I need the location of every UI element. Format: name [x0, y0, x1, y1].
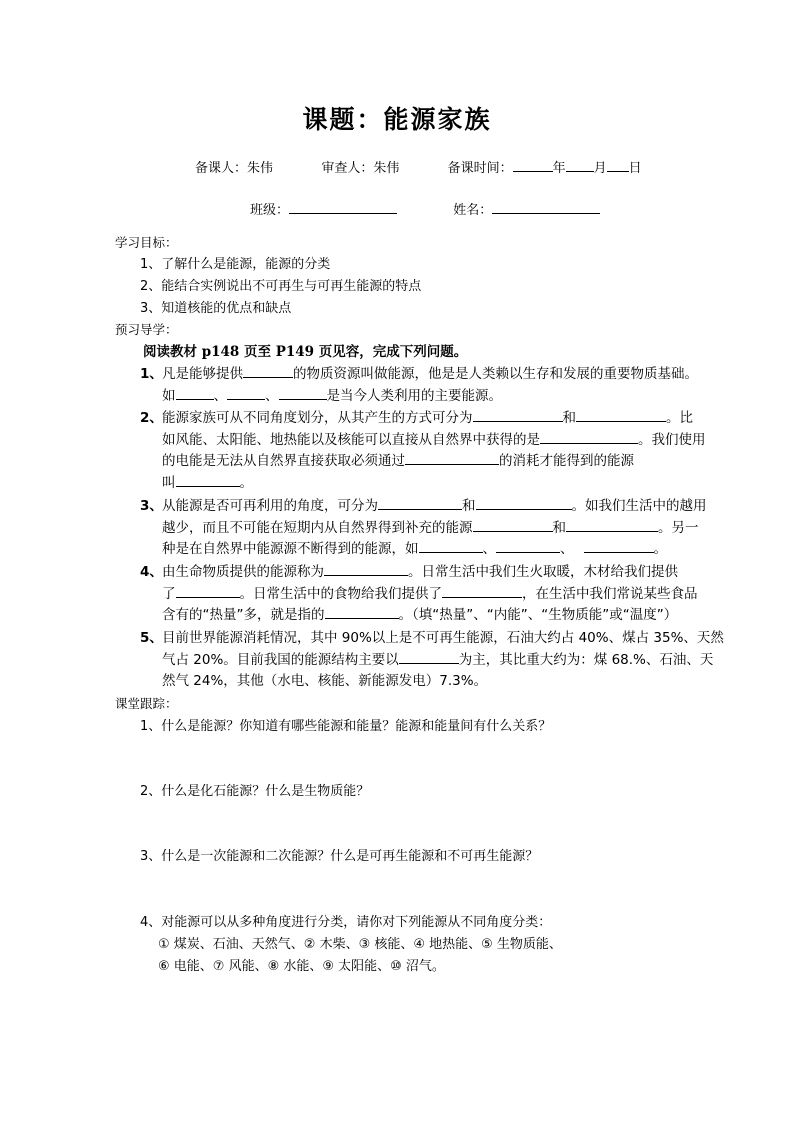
review-name: 朱伟: [373, 161, 400, 176]
question-text: 叫: [162, 474, 176, 491]
month-blank[interactable]: [566, 158, 594, 172]
lesson-meta: [195, 158, 642, 178]
answer-blank[interactable]: [419, 539, 483, 553]
name-label: 姓名：: [453, 203, 493, 218]
question-text: 。我们使用: [638, 431, 706, 448]
question-text: 。日常生活中的食物给我们提供了: [239, 585, 442, 602]
question-text: 、: [265, 387, 279, 404]
objective-item: 2、能结合实例说出不可再生与可再生能源的特点: [140, 279, 422, 294]
energy-list-line: ① 煤炭、石油、天然气、② 木柴、③ 核能、④ 地热能、⑤ 生物质能、: [158, 937, 562, 952]
question-text: 种是在自然界中能源源不断得到的能源，如: [162, 541, 419, 557]
question-text: 的物质资源叫做能源，他是是人类赖以生存和发展的重要物质基础。: [293, 366, 698, 382]
day-label: 日: [628, 161, 642, 176]
answer-blank[interactable]: [324, 562, 408, 576]
answer-blank[interactable]: [476, 496, 572, 510]
question-text: 是当今人类利用的主要能源。: [326, 387, 502, 404]
question-text: 。: [653, 541, 667, 557]
review-label: 审查人：: [321, 161, 374, 176]
classwork-question-3: 3、什么是一次能源和二次能源？什么是可再生能源和不可再生能源？: [140, 849, 539, 864]
answer-blank[interactable]: [473, 518, 553, 532]
preview-heading: 预习导学：: [115, 322, 178, 337]
objective-item: 1、了解什么是能源，能源的分类: [140, 257, 331, 272]
classwork-question-4: [140, 912, 562, 978]
prep-name: 朱伟: [247, 161, 274, 176]
question-text: 越少，而且不可能在短期内从自然界得到补充的能源: [162, 519, 473, 536]
question-text: 为主，其比重大约为：煤 68.%、石油、天: [458, 651, 714, 668]
answer-blank[interactable]: [584, 539, 654, 553]
answer-blank[interactable]: [576, 408, 666, 422]
question-text: 、: [482, 541, 496, 557]
question-number: 5、: [140, 630, 163, 646]
question-text: 、: [213, 387, 227, 404]
question-text: 的消耗才能得到的能源: [499, 453, 634, 469]
question-text: 从能源是否可再利用的角度，可分为: [162, 498, 378, 514]
question-text: 和: [462, 498, 476, 514]
answer-blank[interactable]: [378, 496, 462, 510]
answer-blank[interactable]: [227, 386, 265, 400]
answer-blank[interactable]: [540, 430, 638, 444]
answer-blank[interactable]: [405, 451, 499, 465]
answer-blank[interactable]: [566, 518, 658, 532]
energy-list-line: ⑥ 电能、⑦ 风能、⑧ 水能、⑨ 太阳能、⑩ 沼气。: [158, 959, 445, 974]
question-text: 由生命物质提供的能源称为: [162, 564, 324, 580]
answer-blank[interactable]: [325, 605, 399, 619]
question-text: ，在生活中我们常说某些食品: [522, 585, 698, 602]
classwork-question-2: 2、什么是化石能源？什么是生物质能？: [140, 784, 370, 799]
answer-blank[interactable]: [176, 584, 240, 598]
day-blank[interactable]: [607, 158, 629, 172]
objective-item: 3、知道核能的优点和缺点: [140, 301, 292, 316]
question-number: 3、: [140, 498, 163, 514]
class-blank[interactable]: [289, 200, 397, 214]
student-info: [250, 200, 600, 220]
question-number: 4、: [140, 564, 163, 580]
question-text: 、: [560, 541, 574, 557]
question-text: 含有的“热量”多，就是指的: [162, 607, 325, 623]
question-text: 和: [562, 410, 576, 426]
answer-blank[interactable]: [442, 584, 522, 598]
question-text: 。日常生活中我们生火取暖，木材给我们提供: [408, 564, 678, 580]
question-text: 然气 24%，其他（水电、核能、新能源发电）7.3%。: [162, 673, 488, 689]
question-number: 2、: [140, 410, 163, 426]
question-text: 如: [162, 387, 176, 404]
question-text: 。: [239, 474, 253, 491]
page-title: 课题：能源家族: [302, 105, 492, 134]
answer-blank[interactable]: [243, 364, 293, 378]
question-text: 4、对能源可以从多种角度进行分类，请你对下列能源从不同角度分类：: [140, 915, 552, 930]
objectives-heading: 学习目标：: [115, 235, 178, 250]
question-number: 1、: [140, 366, 163, 382]
answer-blank[interactable]: [176, 386, 214, 400]
answer-blank[interactable]: [473, 408, 563, 422]
question-text: 。比: [666, 410, 693, 426]
class-label: 班级：: [250, 203, 290, 218]
question-text: 和: [552, 519, 566, 536]
question-text: 能源家族可从不同角度划分，从其产生的方式可分为: [162, 410, 473, 426]
question-text: 。另一: [658, 519, 699, 536]
question-text: 了: [162, 585, 176, 602]
question-text: 凡是能够提供: [162, 366, 243, 382]
answer-blank[interactable]: [279, 386, 327, 400]
classwork-heading: 课堂跟踪：: [115, 696, 178, 711]
year-label: 年: [552, 161, 566, 176]
month-label: 月: [593, 161, 607, 176]
answer-blank[interactable]: [176, 473, 240, 487]
question-text: 。（填“热量”、“内能”、“生物质能”或“温度”）: [398, 607, 678, 623]
name-blank[interactable]: [492, 200, 600, 214]
year-blank[interactable]: [513, 158, 553, 172]
prep-label: 备课人：: [195, 161, 248, 176]
classwork-question-1: 1、什么是能源？你知道有哪些能源和能量？能源和能量间有什么关系？: [140, 719, 552, 734]
question-text: 气占 20%。目前我国的能源结构主要以: [162, 651, 399, 668]
question-text: 的电能是无法从自然界直接获取必须通过: [162, 453, 405, 469]
time-label: 备课时间：: [447, 161, 513, 176]
question-text: 如风能、太阳能、地热能以及核能可以直接从自然界中获得的是: [162, 431, 540, 448]
answer-blank[interactable]: [399, 650, 459, 664]
answer-blank[interactable]: [496, 539, 560, 553]
question-text: 目前世界能源消耗情况，其中 90%以上是不可再生能源，石油大约占 40%、煤占 35%、天然: [162, 630, 724, 646]
question-text: 。如我们生活中的越用: [571, 498, 707, 514]
reading-instruction: 阅读教材 p148 页至 P149 页见容，完成下列问题。: [143, 344, 468, 360]
